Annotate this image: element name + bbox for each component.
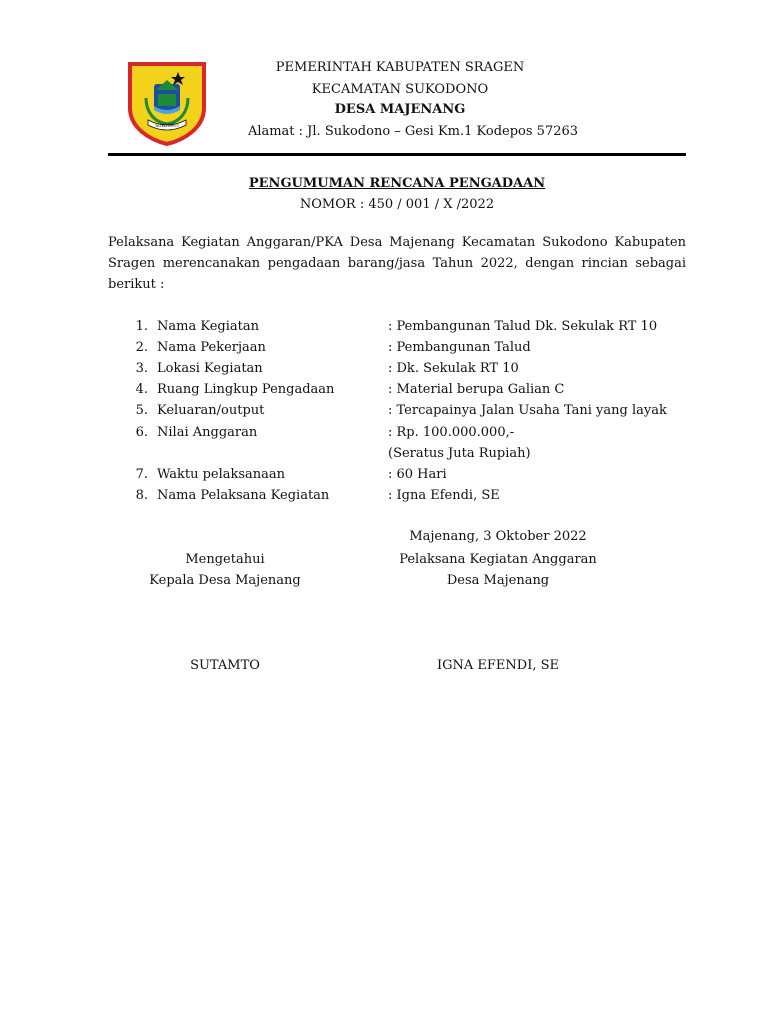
list-item-number: 8.	[135, 488, 148, 503]
list-item-label: Ruang Lingkup Pengadaan	[157, 382, 335, 397]
list-item-number: 2.	[135, 340, 148, 355]
list-item-label: Nama Pelaksana Kegiatan	[157, 488, 330, 503]
header-village: DESA MAJENANG	[334, 102, 466, 117]
list-item-value: : Dk. Sekulak RT 10	[388, 361, 519, 376]
list-item-value: : Material berupa Galian C	[388, 382, 565, 397]
announcement-title: PENGUMUMAN RENCANA PENGADAAN	[248, 176, 546, 191]
list-item-value-continuation: (Seratus Juta Rupiah)	[388, 446, 531, 461]
list-item-label: Lokasi Kegiatan	[157, 361, 263, 376]
place-date: Majenang, 3 Oktober 2022	[409, 529, 587, 544]
header-government: PEMERINTAH KABUPATEN SRAGEN	[275, 60, 525, 75]
header-address: Alamat : Jl. Sukodono – Gesi Km.1 Kodepos 57263	[247, 124, 579, 139]
list-item-value: : Pembangunan Talud Dk. Sekulak RT 10	[388, 319, 658, 334]
list-item-number: 1.	[135, 319, 148, 334]
list-item-label: Nama Kegiatan	[157, 319, 259, 334]
list-item-label: Keluaran/output	[157, 403, 265, 418]
left-signatory-title: Mengetahui	[185, 552, 265, 567]
list-item-number: 5.	[135, 403, 148, 418]
list-item-value: : Tercapainya Jalan Usaha Tani yang layak	[388, 403, 667, 418]
left-signatory-position: Kepala Desa Majenang	[149, 573, 301, 588]
header-district: KECAMATAN SUKODONO	[311, 82, 489, 97]
list-item-label: Waktu pelaksanaan	[157, 467, 286, 482]
list-item-value: : Pembangunan Talud	[388, 340, 531, 355]
list-item-number: 7.	[135, 467, 148, 482]
list-item-label: Nilai Anggaran	[157, 425, 258, 440]
list-item-number: 6.	[135, 425, 148, 440]
intro-paragraph: Pelaksana Kegiatan Anggaran/PKA Desa Majenang Kecamatan Sukodono Kabupaten Sragen merencanakan pengadaan barang/jasa Tahun 2022, dengan rincian sebagai berikut :	[108, 235, 686, 292]
list-item-value: : Rp. 100.000.000,-	[388, 425, 515, 440]
list-item-label: Nama Pekerjaan	[157, 340, 266, 355]
right-signatory-title: Pelaksana Kegiatan Anggaran	[399, 552, 597, 567]
letterhead-divider	[108, 153, 686, 156]
svg-text:SUKOWATI: SUKOWATI	[155, 124, 179, 129]
list-item-value: : 60 Hari	[388, 467, 447, 482]
right-signatory-name: IGNA EFENDI, SE	[436, 658, 559, 673]
list-item-number: 4.	[135, 382, 148, 397]
right-signatory-position: Desa Majenang	[446, 573, 550, 588]
left-signatory-name: SUTAMTO	[190, 658, 260, 673]
list-item-number: 3.	[135, 361, 148, 376]
list-item-value: : Igna Efendi, SE	[388, 488, 500, 503]
announcement-number: NOMOR : 450 / 001 / X /2022	[299, 197, 495, 212]
